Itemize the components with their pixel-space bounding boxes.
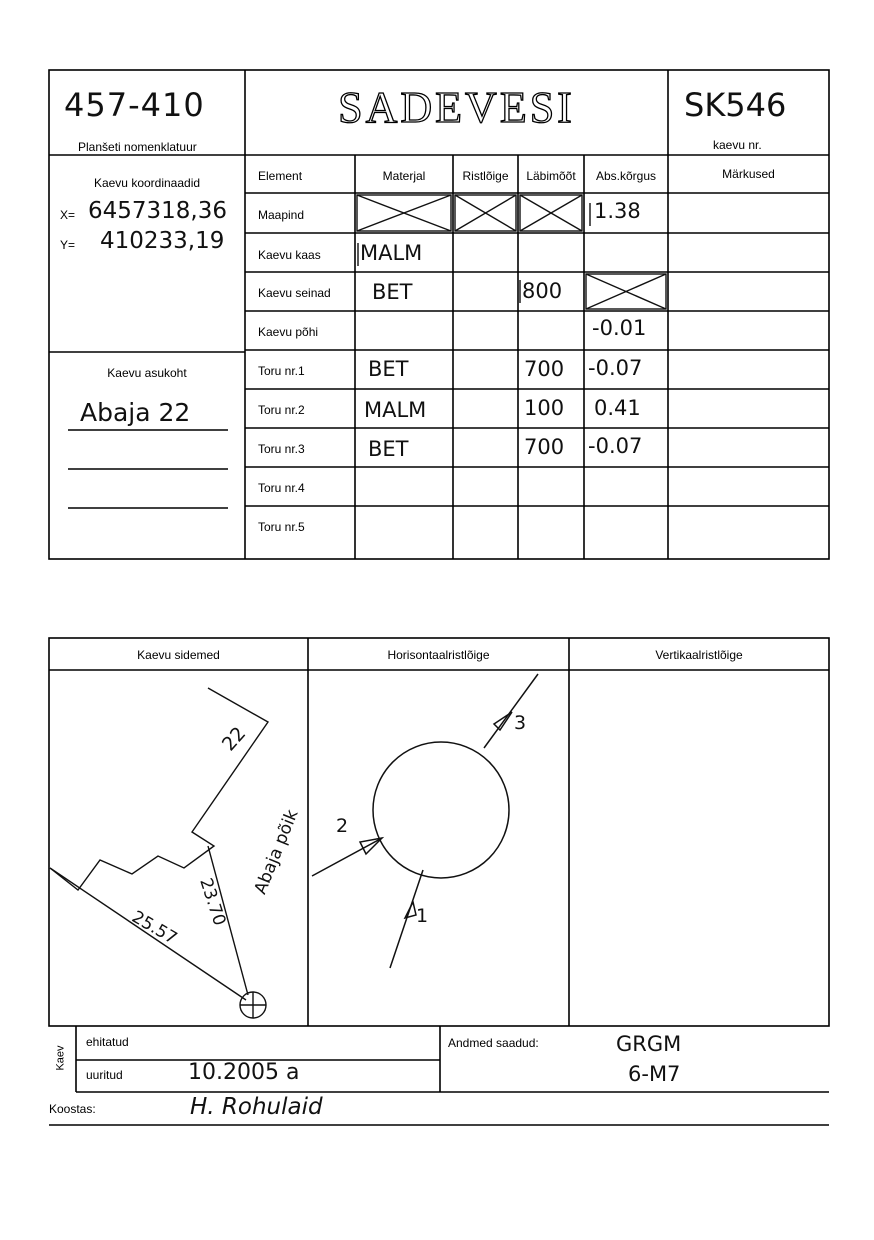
cell-diameter: 700: [524, 357, 565, 381]
coords-label: Kaevu koordinaadid: [93, 176, 201, 190]
y-prefix: Y=: [60, 238, 76, 252]
y-coordinate: 410233,19: [100, 228, 225, 254]
compiled-label: Koostas:: [49, 1102, 96, 1116]
cell-diameter: 700: [524, 435, 565, 459]
cell-material: MALM: [364, 398, 427, 422]
cell-material: BET: [368, 357, 409, 381]
well-number-label: kaevu nr.: [713, 138, 762, 152]
pipe-label-2: 2: [336, 815, 349, 837]
pipe-label-3: 3: [514, 712, 527, 734]
row-element: Toru nr.3: [258, 442, 305, 456]
header-material: Materjal: [382, 169, 426, 183]
col-header-vertical: Vertikaalristlõige: [655, 648, 743, 662]
header-remarks: Märkused: [722, 167, 775, 181]
row-element: Toru nr.2: [258, 403, 305, 417]
surveyed-value: 10.2005 a: [188, 1060, 300, 1085]
cell-height: 0.41: [594, 396, 641, 420]
compiled-value: H. Rohulaid: [190, 1094, 323, 1120]
sketch-distance-23: 23.70: [195, 875, 230, 929]
row-element: Toru nr.4: [258, 481, 305, 495]
cell-height: -0.07: [588, 434, 643, 458]
row-element: Maapind: [258, 208, 305, 222]
row-element: Toru nr.5: [258, 520, 305, 534]
x-prefix: X=: [60, 208, 76, 222]
data-source-label: Andmed saadud:: [448, 1036, 539, 1050]
built-label: ehitatud: [86, 1035, 129, 1049]
header-abs-height: Abs.kõrgus: [595, 169, 657, 183]
cell-diameter: 800: [522, 279, 563, 303]
sketch-street: Abaja põik: [250, 806, 303, 898]
cell-height: -0.01: [592, 316, 647, 340]
row-element: Kaevu kaas: [258, 248, 321, 262]
row-element: Kaevu põhi: [258, 325, 319, 339]
cell-material: BET: [372, 280, 413, 304]
header-cross: Ristlõige: [462, 169, 509, 183]
header-element: Element: [258, 169, 303, 183]
cell-material: MALM: [360, 241, 423, 265]
page-title: SADEVESI: [338, 83, 575, 132]
x-coordinate: 6457318,36: [88, 198, 228, 224]
cell-diameter: 100: [524, 396, 565, 420]
cell-height: -0.07: [588, 356, 643, 380]
data-source-value-2: 6-M7: [628, 1062, 681, 1086]
well-number-value: SK546: [684, 86, 787, 124]
row-element: Kaevu seinad: [258, 286, 331, 300]
col-header-horizontal: Horisontaalristlõige: [387, 648, 490, 662]
nomenclature-value: 457-410: [64, 86, 205, 124]
pipe-label-1: 1: [416, 905, 429, 927]
header-diameter: Läbimõõt: [526, 169, 576, 183]
footer-side-label: Kaev: [54, 1045, 67, 1071]
cell-material: BET: [368, 437, 409, 461]
sketch-distance-22: 22: [217, 722, 251, 756]
sketch-distance-25: 25.57: [128, 907, 181, 949]
location-value: Abaja 22: [80, 398, 191, 427]
col-header-connections: Kaevu sidemed: [137, 648, 220, 662]
nomenclature-label: Planšeti nomenklatuur: [78, 140, 197, 154]
row-element: Toru nr.1: [258, 364, 305, 378]
cell-height: 1.38: [594, 199, 641, 223]
data-source-value-1: GRGM: [616, 1032, 682, 1056]
location-label: Kaevu asukoht: [107, 366, 187, 380]
surveyed-label: uuritud: [86, 1068, 123, 1082]
